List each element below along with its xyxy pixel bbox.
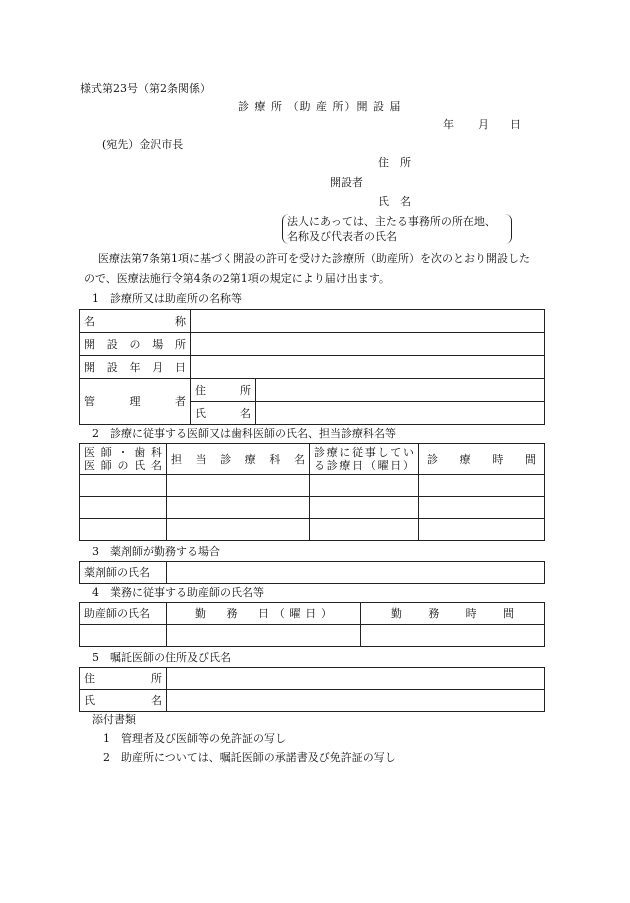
body-text-line2: ので、医療法施行令第4条の2第1項の規定により届け出ます。 <box>84 272 390 285</box>
doctor-name-header-line1: 医師・歯科 <box>84 446 162 459</box>
consulting-doctor-address-label: 住 所 <box>84 672 162 685</box>
table-row <box>80 625 545 647</box>
work-hours-header: 勤 務 時 間 <box>391 607 514 620</box>
opening-date-field[interactable] <box>191 356 545 379</box>
manager-address-label: 住 所 <box>195 383 251 397</box>
applicant-role-label: 開設者 <box>330 176 363 189</box>
date-day-label: 日 <box>510 118 521 131</box>
manager-label: 管理者 <box>84 395 186 408</box>
applicant-address-label: 住 所 <box>378 156 411 169</box>
service-days-cell[interactable] <box>310 475 419 497</box>
doctor-name-cell[interactable] <box>80 475 167 497</box>
doctor-name-header-line2: 医師の氏名 <box>84 459 162 472</box>
date-month-label: 月 <box>478 118 489 131</box>
corporate-note-line1: 法人にあっては、主たる事務所の所在地、 <box>287 215 496 228</box>
midwives-table <box>79 602 545 647</box>
pharmacist-name-field[interactable] <box>167 562 545 584</box>
section3-heading: 3 薬剤師が勤務する場合 <box>92 545 220 558</box>
table-row <box>80 519 545 541</box>
document-title: 診 療 所 （助 産 所）開 設 届 <box>238 100 402 113</box>
facility-location-label: 開設の場所 <box>84 337 186 351</box>
applicant-name-label: 氏 名 <box>378 195 411 208</box>
section5-heading: 5 嘱託医師の住所及び氏名 <box>92 651 231 664</box>
manager-name-label: 氏 名 <box>195 406 251 420</box>
manager-name-field[interactable] <box>256 402 545 425</box>
opening-date-label: 開設年月日 <box>84 360 186 374</box>
corporate-note-line2: 名称及び代表者の氏名 <box>287 230 397 243</box>
body-text-line1: 医療法第7条第1項に基づく開設の許可を受けた診療所（助産所）を次のとおり開設した <box>98 252 530 265</box>
work-days-cell[interactable] <box>167 625 361 647</box>
midwife-name-header: 助産師の氏名 <box>84 607 150 620</box>
doctor-name-cell[interactable] <box>80 519 167 541</box>
midwife-name-cell[interactable] <box>80 625 167 647</box>
consulting-doctor-name-label: 氏 名 <box>84 694 162 707</box>
section4-heading: 4 業務に従事する助産師の氏名等 <box>92 586 264 599</box>
section2-heading: 2 診療に従事する医師又は歯科医師の氏名、担当診療科名等 <box>92 427 396 440</box>
doctors-table <box>79 443 545 541</box>
attachments-heading: 添付書類 <box>92 713 136 726</box>
consulting-doctor-table <box>79 667 545 712</box>
department-header: 担 当 診 療 科 名 <box>171 452 305 466</box>
table-row <box>80 475 545 497</box>
consultation-hours-header: 診 療 時 間 <box>427 452 536 466</box>
section1-heading: 1 診療所又は助産所の名称等 <box>92 292 242 305</box>
service-days-cell[interactable] <box>310 519 419 541</box>
pharmacist-table <box>79 561 545 584</box>
work-days-header: 勤 務 日（曜日） <box>195 607 332 620</box>
hours-cell[interactable] <box>419 497 545 519</box>
department-cell[interactable] <box>167 475 310 497</box>
pharmacist-name-label: 薬剤師の氏名 <box>84 566 150 579</box>
department-cell[interactable] <box>167 497 310 519</box>
addressee: (宛先）金沢市長 <box>102 138 184 151</box>
attachment-item-1: 1 管理者及び医師等の免許証の写し <box>103 732 286 745</box>
doctor-name-cell[interactable] <box>80 497 167 519</box>
department-cell[interactable] <box>167 519 310 541</box>
table-row <box>80 497 545 519</box>
consulting-doctor-name-field[interactable] <box>167 690 545 712</box>
date-year-label: 年 <box>443 118 454 131</box>
form-number: 様式第23号（第2条関係） <box>80 82 211 95</box>
work-hours-cell[interactable] <box>361 625 545 647</box>
manager-address-field[interactable] <box>256 379 545 402</box>
consulting-doctor-address-field[interactable] <box>167 668 545 690</box>
hours-cell[interactable] <box>419 475 545 497</box>
facility-info-table <box>79 309 545 425</box>
facility-name-label: 名称 <box>84 314 186 328</box>
service-days-header-line1: 診療に従事してい <box>314 446 414 459</box>
service-days-cell[interactable] <box>310 497 419 519</box>
service-days-header-line2: る診療日（曜日） <box>314 459 414 472</box>
facility-location-field[interactable] <box>191 333 545 356</box>
attachment-item-2: 2 助産所については、嘱託医師の承諾書及び免許証の写し <box>103 751 396 764</box>
facility-name-field[interactable] <box>191 310 545 333</box>
hours-cell[interactable] <box>419 519 545 541</box>
